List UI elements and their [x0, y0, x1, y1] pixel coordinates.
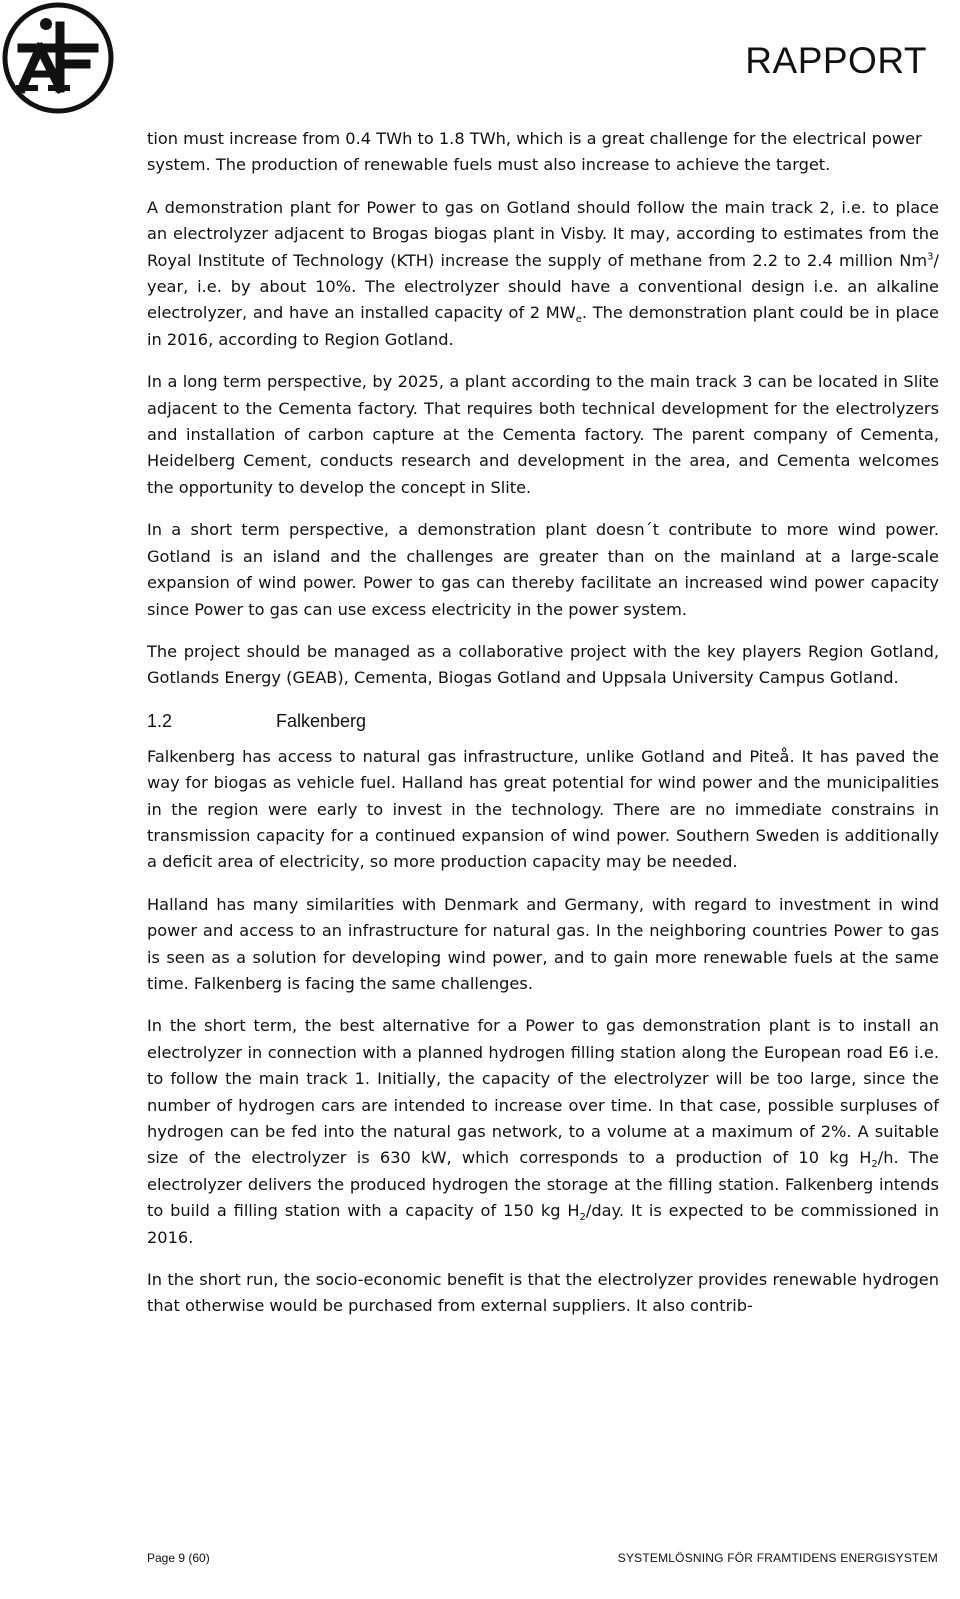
afry-logo-icon: [2, 2, 114, 114]
paragraph: A demonstration plant for Power to gas on Gotland should follow the main track 2, i.e. to place an electrolyzer adjacent to Brogas biogas plant in Visby. It may, according to estimates from the Royal Institute of Technology (KTH) increase the supply of methane from 2.2 to 2.4 million Nm$^3$/ year, i.e. by about 10%. The electrolyzer should have a conventional design i.e. an alkaline electrolyzer, and have an installed capacity of 2 $MW_e$. The demonstration plant could be in place in 2016, according to Region Gotland.: [147, 197, 939, 349]
paragraph: tion must increase from 0.4 TWh to 1.8 TWh, which is a great challenge for the electrical power system. The production of renewable fuels must also increase to achieve the target.: [147, 129, 922, 175]
report-title: RAPPORT: [745, 40, 927, 81]
paragraph: In a short term perspective, a demonstration plant doesn´t contribute to more wind power. Gotland is an island and the challenges are greater than on the mainland at a large-scale expansion of wind power. Power to gas can thereby facilitate an increased wind power capacity since Power to gas can use excess electricity in the power system.: [147, 520, 939, 619]
paragraph: In the short term, the best alternative for a Power to gas demonstration plant is to install an electrolyzer in connection with a planned hydrogen filling station along the European road E6 i.e. to follow the main track 1. Initially, the capacity of the electrolyzer will be too large, since the number of hydrogen cars are intended to increase over time. In that case, possible surpluses of hydrogen can be fed into the natural gas network, to a volume at a maximum of 2%. A suitable size of the electrolyzer is 630 kW, which corresponds to a production of 10 kg $H_2/h$. The electrolyzer delivers the produced hydrogen the storage at the filling station. Falkenberg intends to build a filling station with a capacity of 150 kg $H_2$/day. It is expected to be commissioned in 2016.: [147, 1016, 940, 1247]
page-number: Page 9 (60): [147, 1551, 210, 1565]
footer-document-title: SYSTEMLÖSNING FÖR FRAMTIDENS ENERGISYSTEM: [617, 1551, 938, 1565]
section-heading: [147, 708, 939, 734]
paragraph: Falkenberg has access to natural gas infrastructure, unlike Gotland and Piteå. It has paved the way for biogas as vehicle fuel. Halland has great potential for wind power and the municipalities in the region were early to invest in the technology. There are no immediate constrains in transmission capacity for a continued expansion of wind power. Southern Sweden is additionally a deficit area of electricity, so more production capacity may be needed.: [147, 746, 939, 872]
paragraph: Halland has many similarities with Denmark and Germany, with regard to investment in wind power and access to an infrastructure for natural gas. In the neighboring countries Power to gas is seen as a solution for developing wind power, and to gain more renewable fuels at the same time. Falkenberg is facing the same challenges.: [147, 894, 939, 993]
paragraph: In a long term perspective, by 2025, a plant according to the main track 3 can be located in Slite adjacent to the Cementa factory. That requires both technical development for the electrolyzers and installation of carbon capture at the Cementa factory. The parent company of Cementa, Heidelberg Cement, conducts research and development in the area, and Cementa welcomes the opportunity to develop the concept in Slite.: [147, 372, 939, 497]
section-number: 1.2: [147, 710, 173, 731]
document-body: [147, 126, 939, 1336]
section-title: Falkenberg: [276, 710, 367, 731]
paragraph: The project should be managed as a collaborative project with the key players Region Gotland, Gotlands Energy (GEAB), Cementa, Biogas Gotland and Uppsala University Campus Gotland.: [147, 641, 939, 688]
paragraph: In the short run, the socio-economic benefit is that the electrolyzer provides renewable hydrogen that otherwise would be purchased from external suppliers. It also contrib-: [147, 1270, 939, 1316]
